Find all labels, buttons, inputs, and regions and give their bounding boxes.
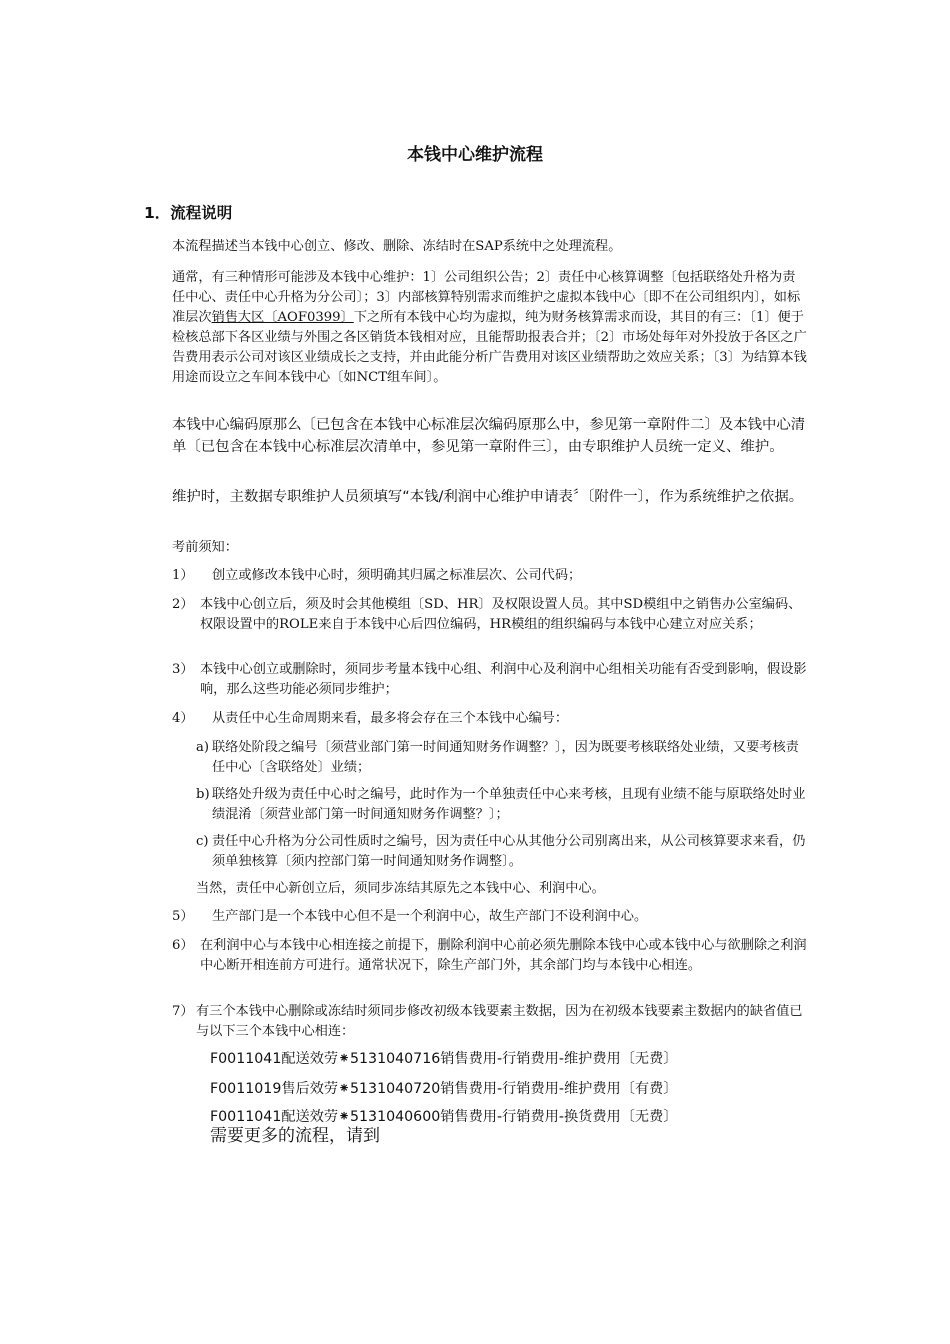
- sub-list-item: [196, 832, 808, 872]
- cases-text-before: 通常，有三种情形可能涉及本钱中心维护：1〕公司组织公告；2〕责任中心核算调整〔包括联络处升格为责任中心、责任中心升格为分公司〕；3〕内部核算特别需求而维护之虚拟本钱中心〔即不在公司组织内〕，如标准层次: [172, 270, 801, 325]
- cost-element-line: F0011019售后效劳⁕5131040720销售费用-行销费用-维护费用〔有费〕: [210, 1081, 678, 1097]
- cases-text-after: 下之所有本钱中心均为虚拟，纯为财务核算需求而设，其目的有三：〔1〕便于检核总部下各区业绩与外围之各区销货本钱相对应，且能帮助报表合并；〔2〕市场处每年对外投放于各区之广告费用表示公司对该区业绩成长之支持，并由此能分析广告费用对该区业绩帮助之效应关系；〔3〕为结算本钱用途而设立之车间本钱中心〔如NCT组车间〕。: [172, 310, 807, 385]
- list-item-text: 有三个本钱中心删除或冻结时须同步修改初级本钱要素主数据，因为在初级本钱要素主数据内的缺省值已与以下三个本钱中心相连：: [196, 1004, 803, 1039]
- list-item-number: 7）: [172, 1004, 194, 1019]
- list-item: [172, 660, 808, 700]
- coding-principle-paragraph: 本钱中心编码原那么〔已包含在本钱中心标准层次编码原那么中，参见第一章附件二〕及本钱中心清单〔已包含在本钱中心标准层次清单中，参见第一章附件三〕，由专职维护人员统一定义、维护。: [172, 417, 806, 455]
- list-item: [172, 566, 808, 586]
- sub-item-label: c): [196, 834, 209, 849]
- cost-element-line: F0011041配送效劳⁕5131040600销售费用-行销费用-换货费用〔无费〕: [210, 1109, 678, 1125]
- sub-item-text: 责任中心升格为分公司性质时之编号，因为责任中心从其他分公司别离出来，从公司核算要求来看，仍须单独核算〔须内控部门第一时间通知财务作调整〕。: [212, 834, 806, 869]
- list-item-text: 本钱中心创立后，须及时会其他模组〔SD、HR〕及权限设置人员。其中SD模组中之销售办公室编码、权限设置中的ROLE来自于本钱中心后四位编码，HR模组的组织编码与本钱中心建立对应关系；: [200, 597, 802, 632]
- list-item-number: 3）: [172, 662, 194, 677]
- list-item: [172, 936, 808, 976]
- notes-heading: 考前须知：: [172, 540, 238, 555]
- section-heading: 1．流程说明: [144, 204, 233, 222]
- cases-paragraph: [172, 268, 808, 388]
- intro-paragraph: 本流程描述当本钱中心创立、修改、删除、冻结时在SAP系统中之处理流程。: [172, 239, 622, 254]
- list-item: [172, 595, 808, 635]
- list-item-text: 创立或修改本钱中心时，须明确其归属之标准层次、公司代码；: [212, 568, 582, 583]
- sub-item-label: a): [196, 740, 210, 755]
- list-item-number: 4）: [172, 711, 194, 726]
- page-title: 本钱中心维护流程: [407, 145, 543, 165]
- note-after: 当然，责任中心新创立后，须同步冻结其原先之本钱中心、利润中心。: [196, 881, 605, 896]
- list-item: [172, 709, 808, 729]
- sub-item-text: 联络处升级为责任中心时之编号，此时作为一个单独责任中心来考核，且现有业绩不能与原联络处时业绩混淆〔须营业部门第一时间通知财务作调整？〕；: [212, 787, 806, 822]
- list-item: [172, 907, 808, 927]
- form-paragraph: 维护时，主数据专职维护人员须填写“本钱/利润中心维护申请表〞〔附件一〕，作为系统维护之依据。: [172, 489, 804, 505]
- list-item-text: 在利润中心与本钱中心相连接之前提下，删除利润中心前必须先删除本钱中心或本钱中心与欲删除之利润中心断开相连前方可进行。通常状况下，除生产部门外，其余部门均与本钱中心相连。: [200, 938, 807, 973]
- list-item-text: 本钱中心创立或删除时，须同步考量本钱中心组、利润中心及利润中心组相关功能有否受到影响，假设影响，那么这些功能必须同步维护；: [200, 662, 807, 697]
- sub-list-item: [196, 738, 808, 778]
- list-item: [172, 1002, 808, 1042]
- cost-element-line: F0011041配送效劳⁕5131040716销售费用-行销费用-维护费用〔无费〕: [210, 1051, 678, 1067]
- list-item-number: 6）: [172, 938, 194, 953]
- list-item-number: 1）: [172, 568, 194, 583]
- list-item-text: 生产部门是一个本钱中心但不是一个利润中心，故生产部门不设利润中心。: [212, 909, 648, 924]
- closing-text: 需要更多的流程，请到: [210, 1126, 380, 1146]
- sub-item-text: 联络处阶段之编号〔须营业部门第一时间通知财务作调整？〕，因为既要考核联络处业绩，又要考核责任中心〔含联络处〕业绩；: [212, 740, 799, 775]
- list-item-text: 从责任中心生命周期来看，最多将会存在三个本钱中心编号：: [212, 711, 569, 726]
- list-item-number: 5）: [172, 909, 194, 924]
- list-item-number: 2）: [172, 597, 194, 612]
- sub-item-label: b): [196, 787, 210, 802]
- sales-region-link: 销售大区〔AOF0399〕: [211, 310, 354, 325]
- sub-list-item: [196, 785, 808, 825]
